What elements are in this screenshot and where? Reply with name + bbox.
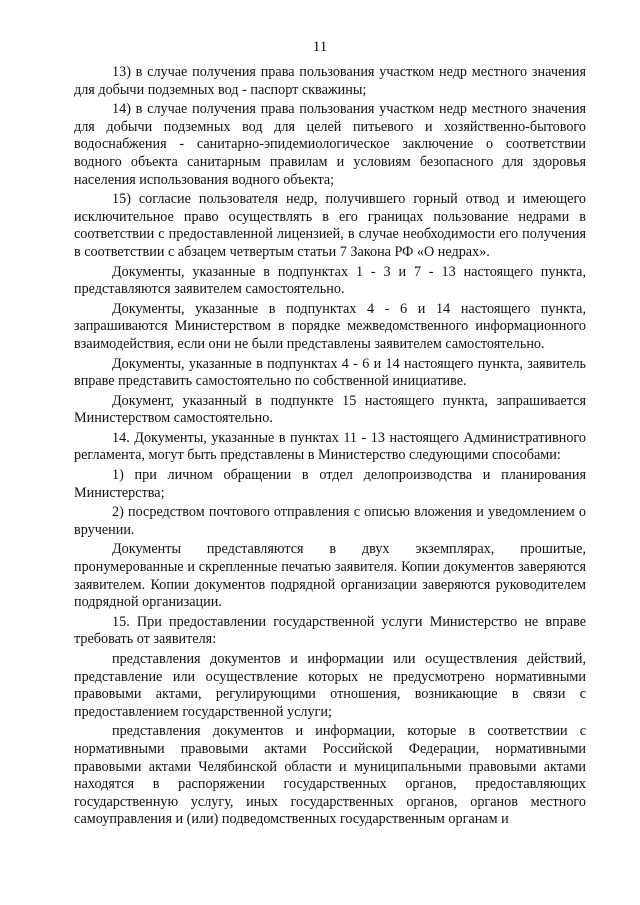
paragraph-doc-15-requested: Документ, указанный в подпункте 15 настоящего пункта, запрашивается Министерством самостоятельно. [74,392,586,427]
paragraph-item-13: 13) в случае получения права пользования участком недр местного значения для добычи подземных вод - паспорт скважины; [74,64,586,98]
paragraph-method-1: 1) при личном обращении в отдел делопроизводства и планирования Министерства; [74,467,586,501]
paragraph-prohibition-1: представления документов и информации или осуществления действий, представление или осуществление которых не предусмотрено нормативными правовыми актами, регулирующими отношения, возникающие в связи с предоставлением государственной услуги; [74,651,586,720]
page-number: 11 [312,39,328,55]
paragraph-item-14: 14) в случае получения права пользования участком недр местного значения для добычи подземных вод для целей питьевого и хозяйственно-бытового водоснабжения - санитарно-эпидемиологическое заключение о соответствии водного объекта санитарным правилам и условиям безопасного для здоровья населения использования водного объекта; [74,101,586,188]
paragraph-docs-requested: Документы, указанные в подпунктах 4 - 6 и 14 настоящего пункта, запрашиваются Министерством в порядке межведомственного информационного взаимодействия, если они не были представлены заявителем самостоятельно. [74,300,586,352]
paragraph-section-14: 14. Документы, указанные в пунктах 11 - 13 настоящего Административного регламента, могут быть представлены в Министерство следующими способами: [74,429,586,464]
paragraph-docs-optional: Документы, указанные в подпунктах 4 - 6 и 14 настоящего пункта, заявитель вправе представить самостоятельно по собственной инициативе. [74,355,586,390]
paragraph-copies-requirements: Документы представляются в двух экземплярах, прошитые, пронумерованные и скрепленные печатью заявителя. Копии документов заверяются заявителем. Копии документов подрядной организации заверяются руководителем подрядной организации. [74,541,586,611]
paragraph-docs-self-submitted: Документы, указанные в подпунктах 1 - 3 и 7 - 13 настоящего пункта, представляются заявителем самостоятельно. [74,263,586,298]
document-body [74,64,586,831]
paragraph-prohibition-2: представления документов и информации, которые в соответствии с нормативными правовыми актами Российской Федерации, нормативными правовыми актами Челябинской области и муниципальными правовыми актами находятся в распоряжении государственных органов, предоставляющих государственную услугу, иных государственных органов, органов местного самоуправления и (или) подведомственных государственным органам и [74,723,586,828]
paragraph-method-2: 2) посредством почтового отправления с описью вложения и уведомлением о вручении. [74,504,586,538]
paragraph-item-15: 15) согласие пользователя недр, получившего горный отвод и имеющего исключительное право осуществлять в его границах пользование недрами в соответствии с предоставленной лицензией, в случае необходимости его получения в соответствии с абзацем четвертым статьи 7 Закона РФ «О недрах». [74,191,586,260]
paragraph-section-15: 15. При предоставлении государственной услуги Министерство не вправе требовать от заявителя: [74,613,586,648]
